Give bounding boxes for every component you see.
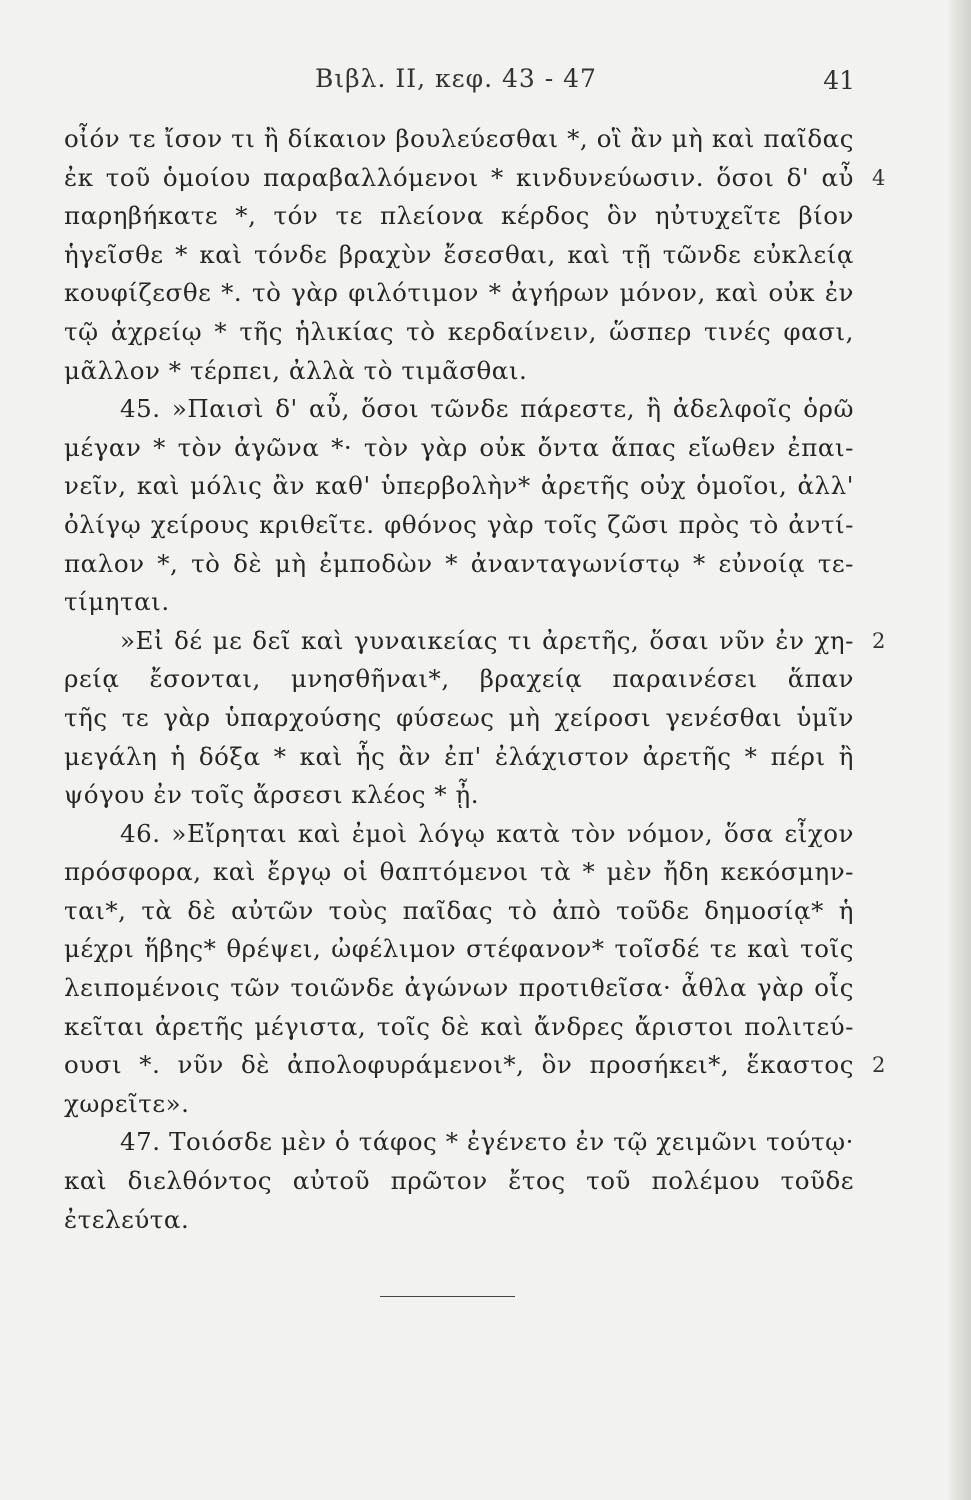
margin-note: 2 (872, 1053, 886, 1078)
text-line (64, 1162, 854, 1201)
text-line (64, 583, 854, 622)
text-line-content: 47. Τοιόσδε μὲν ὁ τάφος * ἐγένετο ἐν τῷ χειμῶνι τούτῳ· (120, 1127, 854, 1157)
text-line (64, 776, 854, 815)
body-text (64, 120, 886, 1239)
text-line-content: τίμηται. (64, 587, 170, 617)
text-line-content: κεῖται ἀρετῆς μέγιστα, τοῖς δὲ καὶ ἄνδρες ἄριστοι πολιτεύ- (64, 1011, 854, 1041)
text-line (64, 429, 854, 468)
text-line (64, 545, 854, 584)
text-line-content: χωρεῖτε». (64, 1088, 190, 1118)
text-line (64, 197, 854, 236)
text-line (64, 699, 854, 738)
text-line-content: λειπομένοις τῶν τοιῶνδε ἀγώνων προτιθεῖσα· ἆθλα γὰρ οἷς (64, 973, 854, 1003)
page-edge-shadow (949, 0, 971, 1500)
text-line-content: οἶόν τε ἴσον τι ἢ δίκαιον βουλεύεσθαι *, οἳ ἂν μὴ καὶ παῖδας (64, 124, 854, 153)
margin-note: 2 (872, 628, 886, 653)
text-line (64, 1085, 854, 1124)
text-line (64, 1046, 886, 1085)
text-line-content: παλον *, τὸ δὲ μὴ ἐμποδὼν * ἀνανταγωνίστῳ * εὐνοίᾳ τε- (64, 548, 854, 578)
text-line-content: πρόσφορα, καὶ ἔργῳ οἱ θαπτόμενοι τὰ * μὲν ἤδη κεκόσμην- (64, 857, 854, 887)
text-line-content: ουσι *. νῦν δὲ ἀπολοφυράμενοι*, ὃν προσήκει*, ἕκαστος (64, 1050, 854, 1080)
running-title: Βιβλ. II, κεφ. 43 - 47 (315, 64, 597, 93)
text-line-content: μᾶλλον * τέρπει, ἀλλὰ τὸ τιμᾶσθαι. (64, 355, 528, 385)
text-line-content: ἡγεῖσθε * καὶ τόνδε βραχὺν ἔσεσθαι, καὶ τῇ τῶνδε εὐκλείᾳ (64, 239, 854, 269)
text-line (64, 1123, 854, 1162)
text-line-content: 45. »Παισὶ δ' αὖ, ὅσοι τῶνδε πάρεστε, ἢ ἀδελφοῖς ὁρῶ (120, 394, 854, 424)
text-line (64, 660, 854, 699)
text-line-content: μέχρι ἥβης* θρέψει, ὠφέλιμον στέφανον* τοῖσδέ τε καὶ τοῖς (64, 934, 854, 964)
text-line-content: ψόγου ἐν τοῖς ἄρσεσι κλέος * ᾖ. (64, 780, 480, 810)
text-line-content: 46. »Εἴρηται καὶ ἐμοὶ λόγῳ κατὰ τὸν νόμον, ὅσα εἶχον (120, 818, 854, 848)
text-line (64, 352, 854, 391)
text-line-content: ται*, τὰ δὲ αὐτῶν τοὺς παῖδας τὸ ἀπὸ τοῦδε δημοσίᾳ* ἡ (64, 895, 854, 925)
text-line (64, 930, 854, 969)
text-line (64, 892, 854, 931)
text-line (64, 390, 854, 429)
text-line (64, 313, 854, 352)
text-line-content: ρείᾳ ἔσονται, μνησθῆναι*, βραχείᾳ παραινέσει ἅπαν (64, 664, 854, 694)
text-line-content: μέγαν * τὸν ἀγῶνα *· τὸν γὰρ οὐκ ὄντα ἅπας εἴωθεν ἐπαι- (64, 432, 854, 462)
text-line-content: κουφίζεσθε *. τὸ γὰρ φιλότιμον * ἀγήρων μόνον, καὶ οὐκ ἐν (64, 278, 854, 308)
text-line-content: καὶ διελθόντος αὐτοῦ πρῶτον ἔτος τοῦ πολέμου τοῦδε (64, 1166, 854, 1196)
text-line-content: τῆς τε γὰρ ὑπαρχούσης φύσεως μὴ χείροσι γενέσθαι ὑμῖν (64, 702, 854, 732)
text-line-content: »Εἰ δέ με δεῖ καὶ γυναικείας τι ἀρετῆς, ὅσαι νῦν ἐν χη- (120, 625, 854, 655)
text-line-content: παρηβήκατε *, τόν τε πλείονα κέρδος ὃν ηὐτυχεῖτε βίον (64, 201, 854, 231)
text-line-content: νεῖν, καὶ μόλις ἂν καθ' ὑπερβολὴν* ἀρετῆς οὐχ ὁμοῖοι, ἀλλ' (64, 471, 854, 501)
text-line (64, 815, 854, 854)
text-line (64, 159, 886, 198)
text-line-content: ἐκ τοῦ ὁμοίου παραβαλλόμενοι * κινδυνεύωσιν. ὅσοι δ' αὖ (64, 162, 854, 192)
text-line-content: ὀλίγῳ χείρους κριθεῖτε. φθόνος γὰρ τοῖς ζῶσι πρὸς τὸ ἀντί- (64, 509, 854, 539)
text-line (64, 467, 854, 506)
text-line (64, 738, 854, 777)
end-rule (380, 1296, 515, 1297)
text-line-content: μεγάλη ἡ δόξα * καὶ ἧς ἂν ἐπ' ἐλάχιστον ἀρετῆς * πέρι ἢ (64, 741, 854, 771)
text-line (64, 236, 854, 275)
text-line (64, 1008, 854, 1047)
text-line-content: ἐτελεύτα. (64, 1204, 190, 1234)
text-line (64, 120, 854, 159)
text-line (64, 969, 854, 1008)
text-line (64, 506, 854, 545)
text-line (64, 274, 854, 313)
text-line (64, 1201, 854, 1240)
page-header (0, 64, 971, 104)
margin-note: 4 (872, 165, 886, 190)
text-line (64, 622, 886, 661)
page-number: 41 (823, 66, 855, 95)
text-line-content: τῷ ἀχρείῳ * τῆς ἡλικίας τὸ κερδαίνειν, ὥσπερ τινές φασι, (64, 316, 854, 346)
text-line (64, 853, 854, 892)
